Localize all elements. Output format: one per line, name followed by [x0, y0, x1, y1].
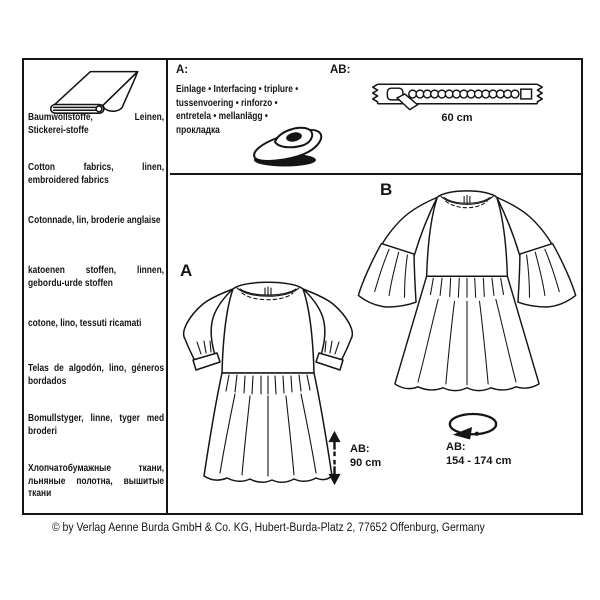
- interfacing-line: Einlage • Interfacing • triplure •: [176, 84, 299, 95]
- body-height-measurement: [446, 441, 511, 468]
- back-length-measurement: [350, 443, 381, 470]
- body-height-label: AB:: [446, 441, 466, 453]
- iron-icon: [248, 114, 330, 172]
- fabric-panel: [24, 60, 168, 513]
- back-length-value: 90 cm: [350, 456, 382, 469]
- vertical-double-arrow-icon: [325, 430, 344, 486]
- views-panel: [170, 175, 581, 513]
- view-b-label: B: [380, 180, 393, 199]
- fabric-text-de: Baumwollstoffe, Leinen, Stickerei-stoffe: [28, 112, 165, 136]
- dress-b-illustration: [356, 182, 578, 407]
- view-a-label: A: [180, 261, 193, 280]
- fabric-text-es: Telas de algodón, lino, géneros bordados: [28, 363, 165, 387]
- interfacing-line: прокладка: [176, 124, 220, 136]
- fabric-text-en: Cotton fabrics, linen, embroidered fabrics: [28, 162, 165, 186]
- fabric-text-ru: Хлопчатобумажные ткани, льняные полотна, вышитые ткани: [28, 463, 165, 499]
- zipper-icon: [362, 76, 552, 114]
- fabric-bolt-icon: [42, 62, 158, 118]
- fabric-text-it: cotone, lino, tessuti ricamati: [28, 318, 142, 329]
- fabric-text-sv: Bomullstyger, linne, tyger med broderi: [28, 413, 165, 437]
- notions-panel: [170, 60, 581, 175]
- interfacing-line: tussenvoering • rinforzo •: [176, 97, 278, 109]
- copyright-line: © by Verlag Aenne Burda GmbH & Co. KG, Hubert-Burda-Platz 2, 77652 Offenburg, Germany: [52, 520, 485, 534]
- body-height-value: 154 - 174 cm: [446, 454, 512, 467]
- fabric-text-fr: Cotonnade, lin, broderie anglaise: [28, 215, 161, 226]
- view-ab-notions-label: AB:: [330, 64, 351, 76]
- view-a-notions-label: A:: [176, 64, 189, 76]
- zipper-length-label: 60 cm: [441, 112, 473, 124]
- fabric-text-nl: katoenen stoffen, linnen, gebordu-urde stoffen: [28, 265, 165, 289]
- back-length-label: AB:: [350, 443, 370, 455]
- height-range-loop-icon: [446, 411, 500, 443]
- interfacing-line: entretela • mellanlägg •: [176, 111, 268, 122]
- content-frame: [22, 58, 583, 515]
